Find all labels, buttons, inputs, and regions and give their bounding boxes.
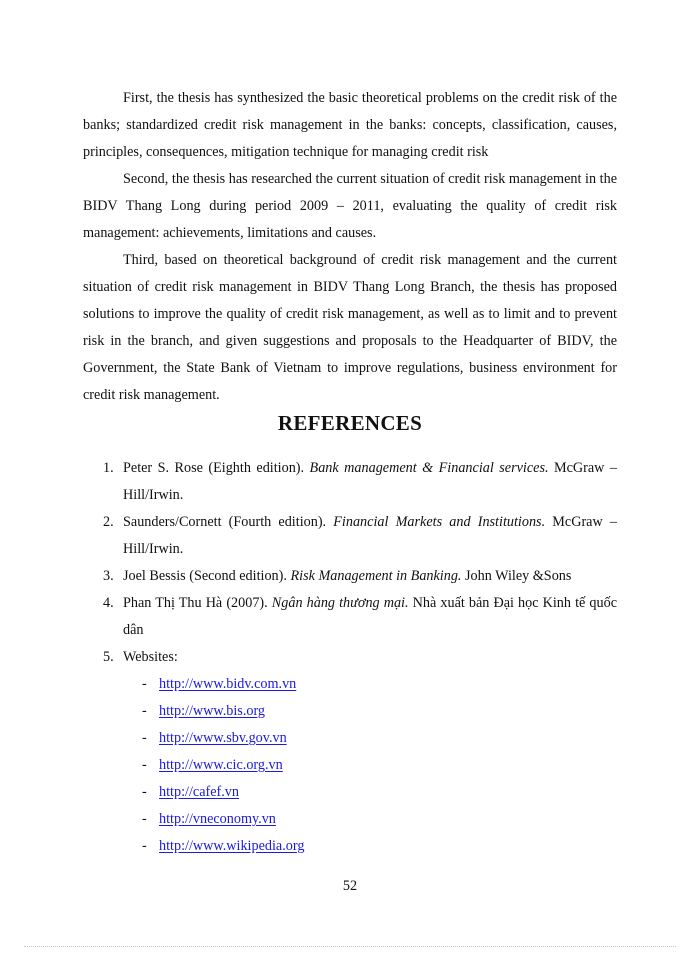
references-heading: REFERENCES: [277, 411, 423, 435]
website-item: [142, 779, 656, 806]
reference-item: [103, 509, 617, 563]
reference-title: Financial Markets and Institutions.: [333, 514, 546, 530]
page-bottom-border: [24, 946, 676, 947]
reference-text: [123, 563, 617, 590]
conclusion-paragraph-3: Third, based on theoretical background of credit risk management and the current situation of credit risk management in BIDV Thang Long Branch, the thesis has proposed solutions to improve the quality of credit risk management, as well as to limit and to prevent risk in the branch, and given suggestions and proposals to the Headquarter of BIDV, the Government, the State Bank of Vietnam to improve regulations, business environment for credit risk management.: [83, 252, 617, 403]
reference-number: 3.: [103, 568, 114, 584]
list-dash: -: [142, 784, 147, 800]
reference-number: 1.: [103, 460, 114, 476]
list-dash: -: [142, 676, 147, 692]
reference-publisher: Nhà xuất bản Đại học Kinh tế quốc dân: [123, 595, 617, 638]
reference-text: [123, 509, 617, 563]
website-item: [142, 752, 656, 779]
reference-item: [103, 590, 617, 644]
conclusion-paragraph-1: First, the thesis has synthesized the basic theoretical problems on the credit risk of the banks; standardized credit risk management in the banks: concepts, classification, causes, principles, consequences, mitigation technique for managing credit risk: [83, 90, 617, 160]
reference-title: Risk Management in Banking.: [290, 568, 462, 584]
reference-title: Bank management & Financial services.: [309, 460, 549, 476]
references-list: [103, 455, 617, 671]
website-link-sbv[interactable]: http://www.sbv.gov.vn: [159, 730, 287, 746]
list-dash: -: [142, 730, 147, 746]
reference-text: [123, 455, 617, 509]
website-item: [142, 671, 656, 698]
reference-item: [103, 455, 617, 509]
reference-text: [123, 590, 617, 644]
page-number: 52: [342, 878, 358, 894]
website-link-cafef[interactable]: http://cafef.vn: [159, 784, 239, 800]
conclusion-paragraph-2: Second, the thesis has researched the current situation of credit risk management in the BIDV Thang Long during period 2009 – 2011, evaluating the quality of credit risk management: achievements, limitations and causes.: [83, 171, 617, 241]
website-item: [142, 833, 656, 860]
reference-author: Phan Thị Thu Hà (2007).: [123, 595, 272, 611]
reference-author: Joel Bessis (Second edition).: [123, 568, 291, 584]
reference-item-websites: [103, 644, 617, 671]
list-dash: -: [142, 703, 147, 719]
reference-title: Ngân hàng thương mại.: [271, 595, 409, 611]
website-link-wikipedia[interactable]: http://www.wikipedia.org: [159, 838, 305, 854]
reference-number: 2.: [103, 514, 114, 530]
reference-publisher: John Wiley &Sons: [461, 568, 572, 584]
website-link-bis[interactable]: http://www.bis.org: [159, 703, 266, 719]
reference-item: [103, 563, 617, 590]
reference-text: [123, 644, 617, 671]
websites-label: Websites:: [123, 649, 178, 665]
website-item: [142, 806, 656, 833]
reference-number: 4.: [103, 595, 114, 611]
websites-list: [142, 671, 656, 860]
reference-number: 5.: [103, 649, 114, 665]
website-link-bidv[interactable]: http://www.bidv.com.vn: [159, 676, 297, 692]
reference-author: Saunders/Cornett (Fourth edition).: [123, 514, 334, 530]
list-dash: -: [142, 811, 147, 827]
list-dash: -: [142, 838, 147, 854]
website-item: [142, 725, 656, 752]
website-item: [142, 698, 656, 725]
reference-publisher: McGraw – Hill/Irwin.: [123, 460, 617, 503]
reference-publisher: McGraw – Hill/Irwin.: [123, 514, 617, 557]
website-link-vneconomy[interactable]: http://vneconomy.vn: [159, 811, 276, 827]
list-dash: -: [142, 757, 147, 773]
website-link-cic[interactable]: http://www.cic.org.vn: [159, 757, 283, 773]
reference-author: Peter S. Rose (Eighth edition).: [123, 460, 310, 476]
